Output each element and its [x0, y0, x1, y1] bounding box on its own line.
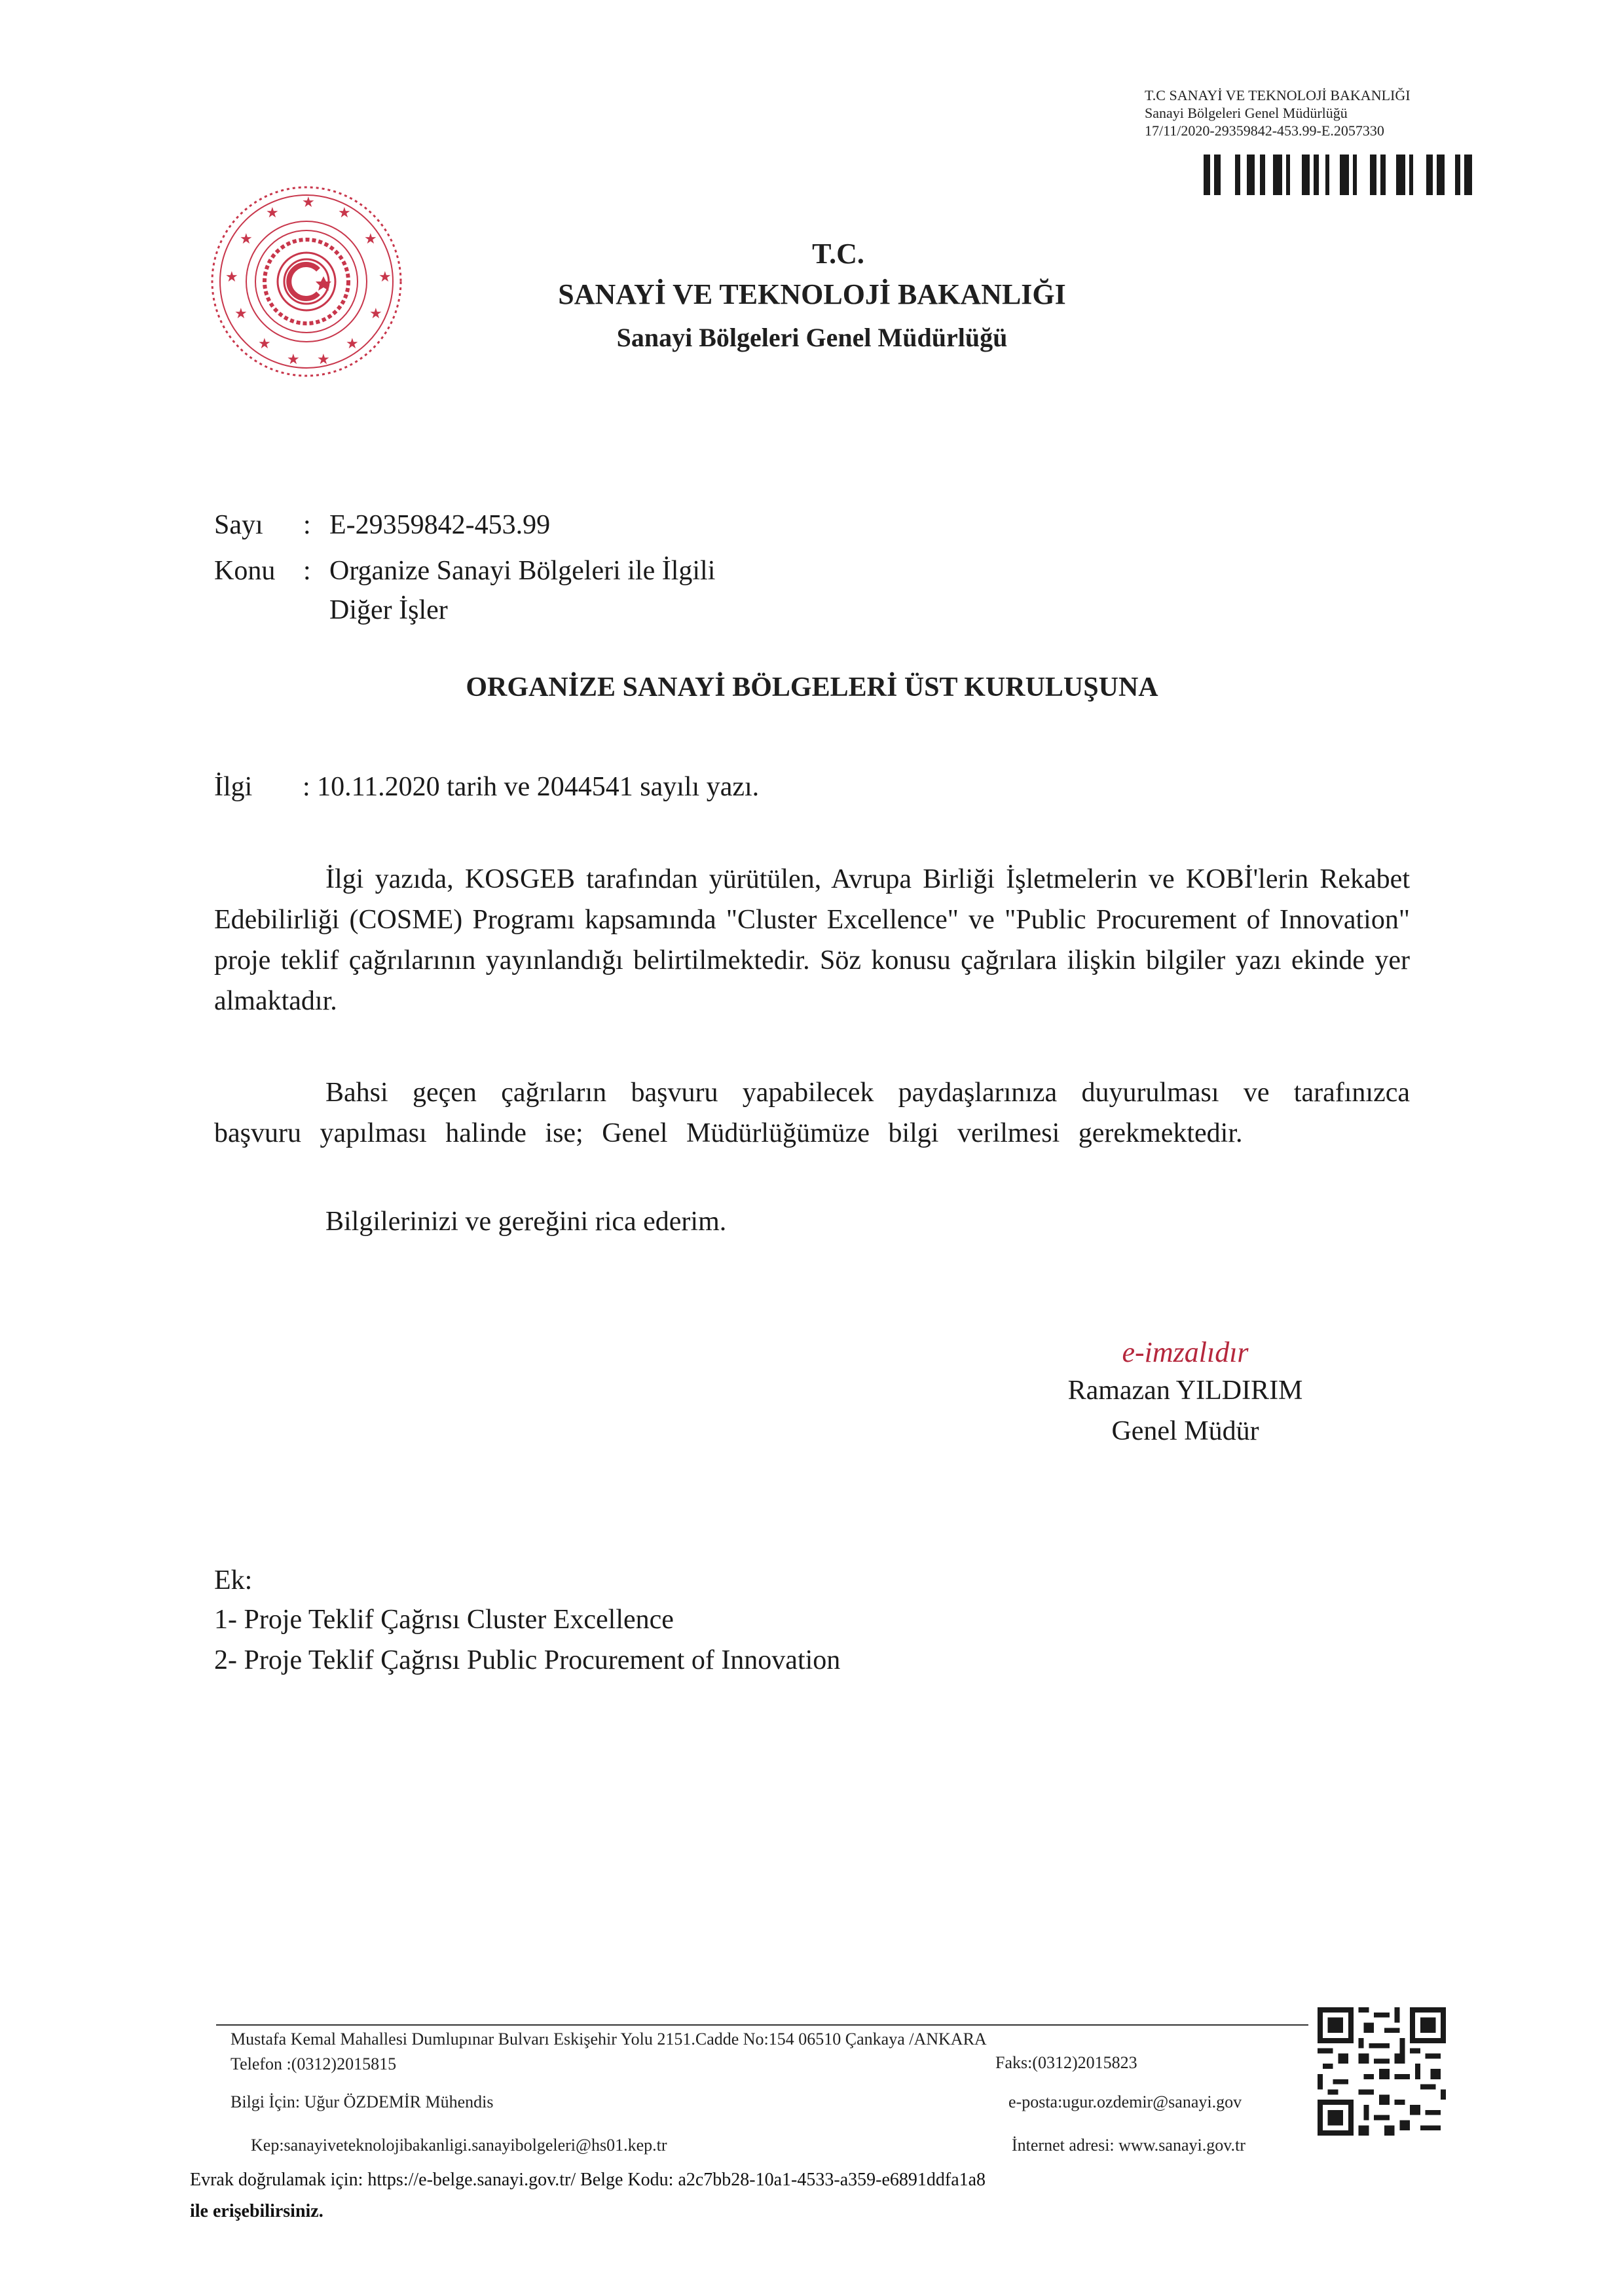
- registry-line-1: T.C SANAYİ VE TEKNOLOJİ BAKANLIĞI: [1145, 87, 1411, 103]
- addressee: ORGANİZE SANAYİ BÖLGELERİ ÜST KURULUŞUNA: [466, 672, 1158, 702]
- body-paragraph-3: Bilgilerinizi ve gereğini rica ederim.: [325, 1207, 727, 1237]
- svg-text:★: ★: [302, 194, 315, 211]
- footer-divider: [216, 2024, 1308, 2026]
- svg-text:★: ★: [378, 269, 392, 285]
- ilgi-value: : 10.11.2020 tarih ve 2044541 sayılı yazı.: [303, 772, 760, 802]
- svg-text:★: ★: [317, 352, 330, 368]
- header-department: Sanayi Bölgeleri Genel Müdürlüğü: [616, 323, 1008, 352]
- e-signature-note: e-imzalıdır: [1122, 1336, 1249, 1368]
- svg-text:★: ★: [346, 336, 359, 352]
- signatory-name: Ramazan YILDIRIM: [1067, 1376, 1303, 1406]
- footer-address: Mustafa Kemal Mahallesi Dumlupınar Bulvarı Eskişehir Yolu 2151.Cadde No:154 06510 Çankaya /ANKARA: [231, 2030, 987, 2049]
- document-verification-suffix: ile erişebilirsiniz.: [190, 2201, 323, 2221]
- barcode-icon: [1204, 155, 1472, 195]
- attachment-item: 2- Proje Teklif Çağrısı Public Procurement of Innovation: [214, 1645, 841, 1675]
- svg-text:★: ★: [258, 336, 271, 352]
- signatory-title: Genel Müdür: [1111, 1416, 1259, 1446]
- document-verification-link[interactable]: Evrak doğrulamak için: https://e-belge.sanayi.gov.tr/ Belge Kodu: a2c7bb28-10a1-4533-a359-e6891ddfa1a8: [190, 2170, 986, 2190]
- header-ministry: SANAYİ VE TEKNOLOJİ BAKANLIĞI: [558, 278, 1066, 310]
- registry-line-2: Sanayi Bölgeleri Genel Müdürlüğü: [1145, 105, 1348, 121]
- header-tc: T.C.: [812, 238, 864, 270]
- ilgi-label: İlgi: [214, 772, 253, 802]
- footer-contact-person: Bilgi İçin: Uğur ÖZDEMİR Mühendis: [231, 2092, 494, 2111]
- footer-kep-address: Kep:sanayiveteknolojibakanligi.sanayibolgeleri@hs01.kep.tr: [251, 2136, 667, 2155]
- footer-website: İnternet adresi: www.sanayi.gov.tr: [1012, 2136, 1246, 2155]
- body-paragraph-1: İlgi yazıda, KOSGEB tarafından yürütülen, Avrupa Birliği İşletmelerin ve KOBİ'lerin Rekabet Edebilirliği (COSME) Programı kapsamında "Cluster Excellence" ve "Public Procurement of Innovation" proje teklif çağrılarının yayınlandığı belirtilmektedir. Söz konusu çağrılara ilişkin bilgiler yazı ekinde yer almaktadır.: [214, 864, 1410, 1016]
- svg-text:★: ★: [364, 231, 377, 247]
- footer-email: e-posta:ugur.ozdemir@sanayi.gov: [1008, 2092, 1242, 2111]
- svg-text:★: ★: [240, 231, 253, 247]
- svg-text:★: ★: [369, 306, 382, 322]
- svg-text:★: ★: [287, 352, 300, 368]
- konu-label: Konu: [214, 556, 276, 586]
- konu-colon: :: [303, 556, 311, 586]
- footer-fax: Faks:(0312)2015823: [995, 2053, 1137, 2072]
- svg-text:★: ★: [225, 269, 238, 285]
- sayi-label: Sayı: [214, 510, 263, 540]
- qr-code-icon: [1318, 2007, 1446, 2136]
- footer-phone: Telefon :(0312)2015815: [231, 2054, 397, 2073]
- svg-text:★: ★: [266, 205, 279, 221]
- attachments-heading: Ek:: [214, 1565, 253, 1595]
- svg-text:★: ★: [338, 205, 351, 221]
- konu-value-line-1: Organize Sanayi Bölgeleri ile İlgili: [329, 556, 716, 586]
- konu-value-line-2: Diğer İşler: [329, 595, 448, 625]
- registry-line-3: 17/11/2020-29359842-453.99-E.2057330: [1145, 122, 1384, 139]
- registry-stamp: [1145, 86, 1485, 139]
- sayi-value: E-29359842-453.99: [329, 510, 551, 540]
- sayi-colon: :: [303, 510, 311, 540]
- body-paragraph-2: Bahsi geçen çağrıların başvuru yapabilecek paydaşlarınıza duyurulması ve tarafınızca başvuru yapılması halinde ise; Genel Müdürlüğümüze bilgi verilmesi gerekmektedir.: [214, 1078, 1410, 1148]
- svg-text:★: ★: [234, 306, 248, 322]
- attachment-item: 1- Proje Teklif Çağrısı Cluster Excellence: [214, 1605, 674, 1635]
